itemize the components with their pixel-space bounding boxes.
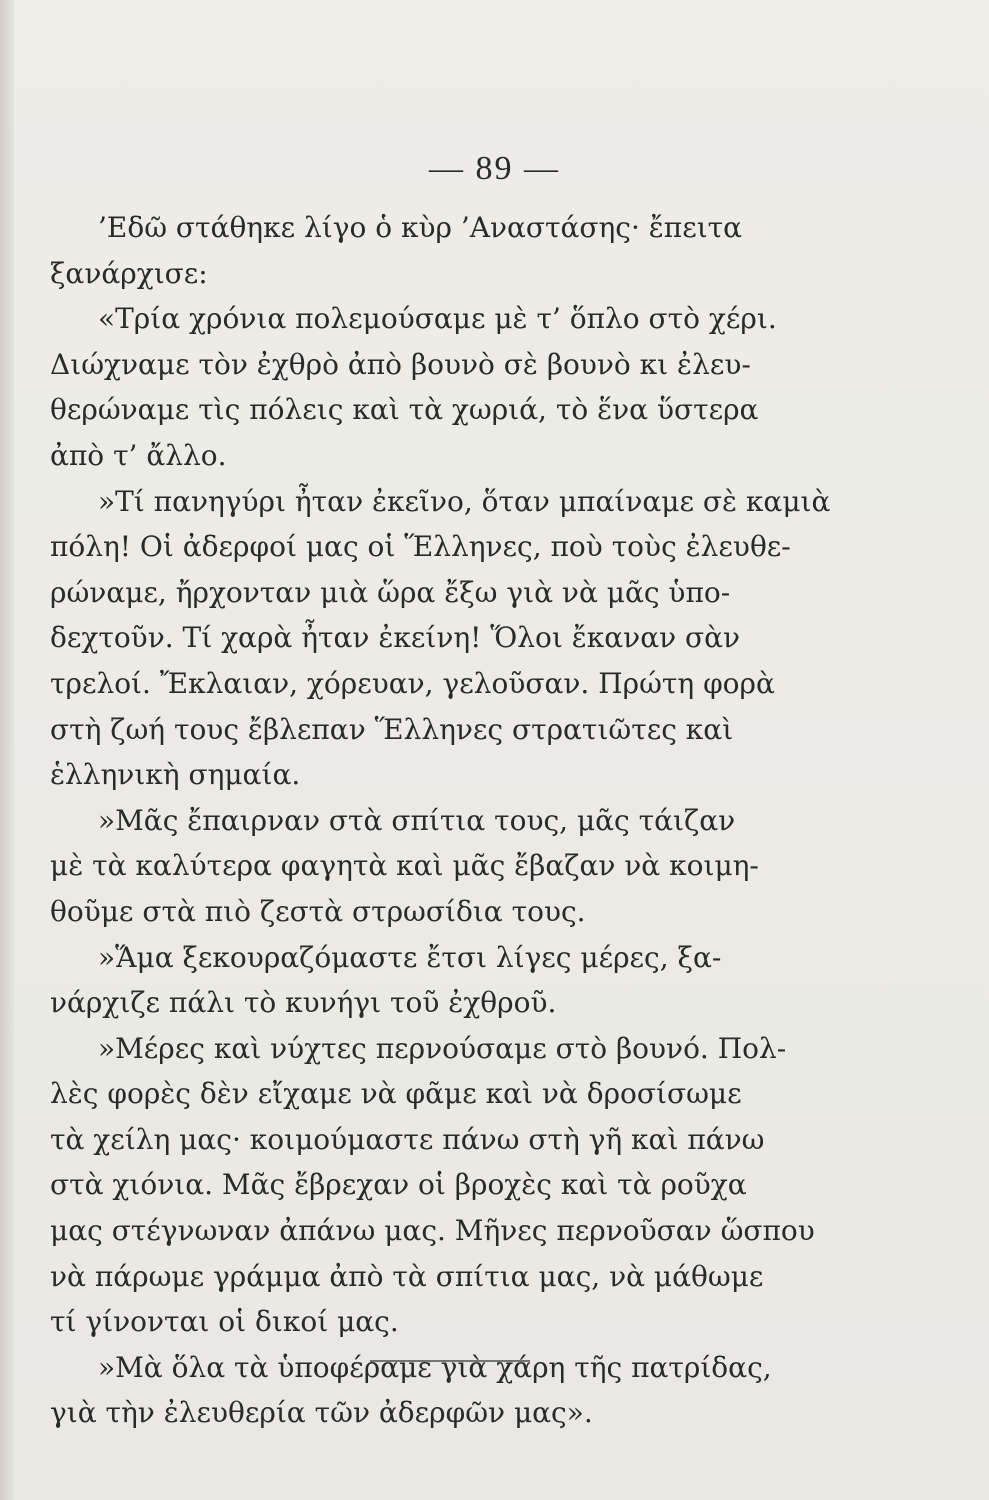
text-line: »Μὰ ὅλα τὰ ὑποφέραμε γιὰ χάρη τῆς πατρίδας, (98, 1350, 772, 1384)
text-line: νάρχιζε πάλι τὸ κυνήγι τοῦ ἐχθροῦ. (50, 986, 557, 1020)
text-line: »Τί πανηγύρι ἦταν ἐκεῖνο, ὅταν μπαίναμε σὲ καμιὰ (98, 484, 831, 518)
text-line: νὰ πάρωμε γράμμα ἀπὸ τὰ σπίτια μας, νὰ μάθωμε (50, 1259, 764, 1293)
text-line: »Μέρες καὶ νύχτες περνούσαμε στὸ βουνό. Πολ- (98, 1031, 787, 1065)
text-line: ’Εδῶ στάθηκε λίγο ὁ κὺρ ’Αναστάσης· ἔπειτα (98, 211, 743, 244)
text-line: »Ἅμα ξεκουραζόμαστε ἔτσι λίγες μέρες, ξα- (98, 940, 722, 974)
text-line: ρώναμε, ἤρχονταν μιὰ ὥρα ἔξω γιὰ νὰ μᾶς ὑπο- (50, 575, 731, 609)
text-line: πόλη! Οἱ ἀδερφοί μας οἱ Ἕλληνες, ποὺ τοὺς ἐλευθε- (50, 530, 791, 564)
text-line: «Τρία χρόνια πολεμούσαμε μὲ τ’ ὅπλο στὸ χέρι. (98, 302, 777, 336)
text-line: »Μᾶς ἔπαιρναν στὰ σπίτια τους, μᾶς τάιζαν (98, 803, 736, 837)
text-line: μὲ τὰ καλύτερα φαγητὰ καὶ μᾶς ἔβαζαν νὰ κοιμη- (50, 849, 759, 883)
text-line: τρελοί. Ἔκλαιαν, χόρευαν, γελοῦσαν. Πρώτη φορὰ (50, 666, 775, 700)
text-line: ξανάρχισε: (50, 256, 208, 290)
text-line: θερώναμε τὶς πόλεις καὶ τὰ χωριά, τὸ ἕνα ὕστερα (50, 393, 759, 427)
page-number: — 89 — (429, 150, 560, 187)
text-line: τί γίνονται οἱ δικοί μας. (50, 1305, 399, 1339)
text-line: θοῦμε στὰ πιὸ ζεστὰ στρωσίδια τους. (50, 894, 586, 928)
end-rule (370, 1360, 530, 1362)
text-line: στὰ χιόνια. Μᾶς ἔβρεχαν οἱ βροχὲς καὶ τὰ ροῦχα (50, 1168, 747, 1202)
text-line: Διώχναμε τὸν ἐχθρὸ ἀπὸ βουνὸ σὲ βουνὸ κι ἐλευ- (50, 347, 751, 381)
text-line: στὴ ζωή τους ἔβλεπαν Ἕλληνες στρατιῶτες καὶ (50, 712, 734, 746)
text-line: ἀπὸ τ’ ἄλλο. (50, 438, 227, 472)
text-line: λὲς φορὲς δὲν εἴχαμε νὰ φᾶμε καὶ νὰ δροσίσωμε (50, 1077, 742, 1111)
text-line: μας στέγνωναν ἀπάνω μας. Μῆνες περνοῦσαν ὥσπου (50, 1214, 815, 1248)
body-text (50, 205, 830, 1436)
text-line: τὰ χείλη μας· κοιμούμαστε πάνω στὴ γῆ καὶ πάνω (50, 1122, 765, 1156)
text-line: γιὰ τὴν ἐλευθερία τῶν ἀδερφῶν μας». (50, 1396, 593, 1430)
text-line: ἑλληνικὴ σημαία. (50, 758, 301, 792)
text-line: δεχτοῦν. Τί χαρὰ ἦταν ἐκείνη! Ὅλοι ἔκαναν σὰν (50, 621, 741, 655)
scan-edge (0, 0, 14, 1500)
